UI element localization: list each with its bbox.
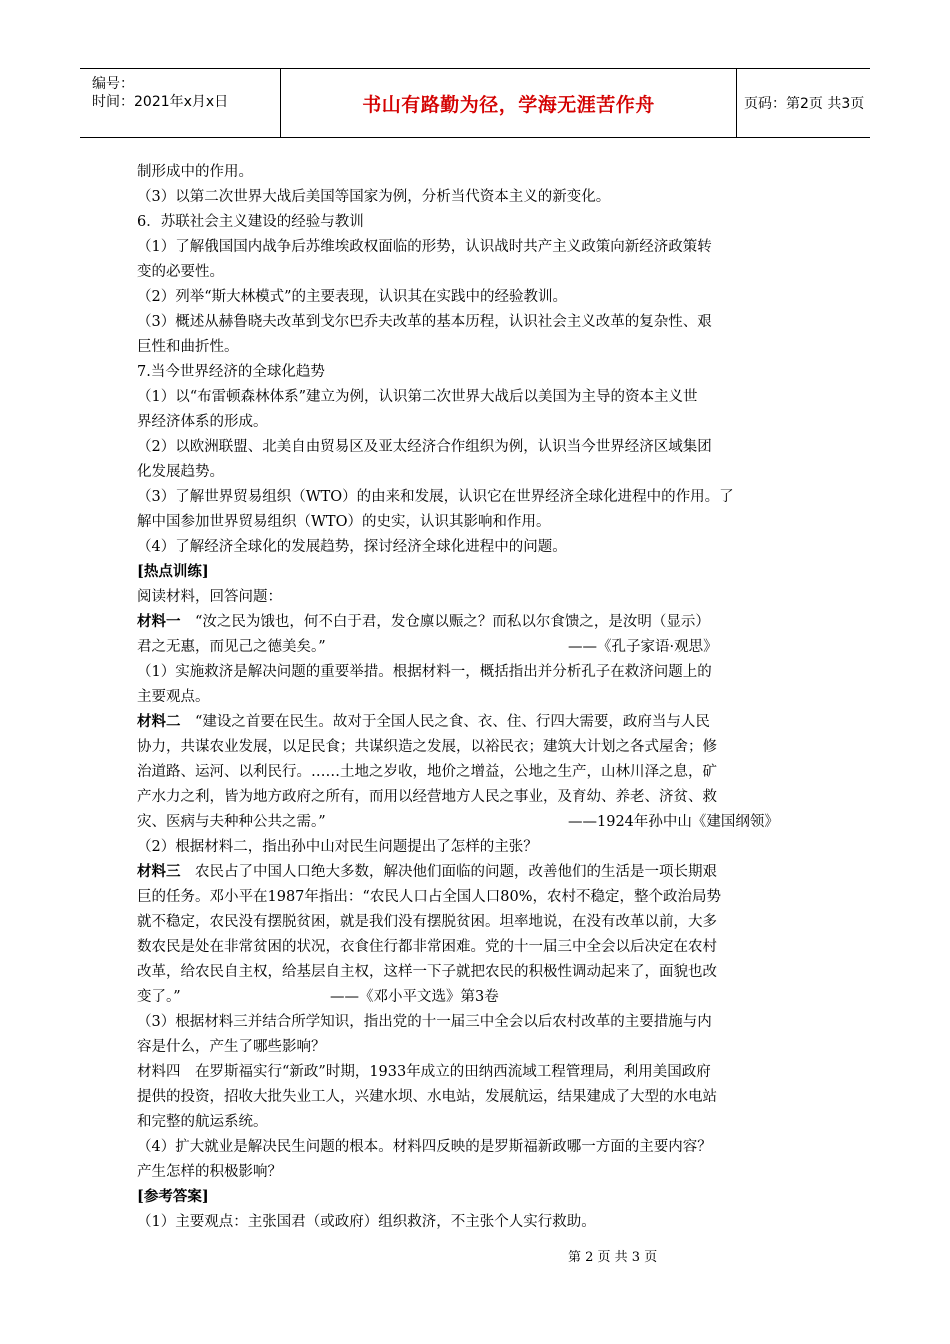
answer-line: （1）主要观点：主张国君（或政府）组织救济，不主张个人实行救助。 — [137, 1214, 596, 1230]
serial-number-label: 编号： — [92, 76, 134, 92]
source-citation: ——1924年孙中山《建国纲领》 — [568, 814, 779, 830]
section-heading: 7.当今世界经济的全球化趋势 — [137, 364, 325, 380]
page-header — [80, 68, 870, 138]
header-right-cell — [736, 69, 870, 137]
text-line: （3）以第二次世界大战后美国等国家为例，分析当代资本主义的新变化。 — [137, 189, 611, 205]
section-heading: 6．苏联社会主义建设的经验与教训 — [137, 214, 364, 230]
page-info: 页码：第2页 共3页 — [744, 96, 865, 112]
material-two-line — [137, 712, 710, 732]
text-line: 解中国参加世界贸易组织（WTO）的史实，认识其影响和作用。 — [137, 514, 551, 530]
text-line: 君之无惠，而见己之德美矣。” — [137, 639, 326, 655]
text-line: 灾、医病与夫种种公共之需。” — [137, 814, 326, 830]
text-line: 产生怎样的积极影响？ — [137, 1164, 282, 1180]
question-line: （1）实施救济是解决问题的重要举措。根据材料一，概括指出并分析孔子在救济问题上的 — [137, 664, 712, 680]
text-line: （4）了解经济全球化的发展趋势，探讨经济全球化进程中的问题。 — [137, 539, 567, 555]
text-line: 和完整的航运系统。 — [137, 1114, 268, 1130]
text-line: 制形成中的作用。 — [137, 164, 253, 180]
source-citation: ——《邓小平文选》第3卷 — [330, 989, 499, 1005]
header-left-cell — [80, 69, 280, 137]
text-line: （1）了解俄国国内战争后苏维埃政权面临的形势，认识战时共产主义政策向新经济政策转 — [137, 239, 712, 255]
text-line: （3）了解世界贸易组织（WTO）的由来和发展，认识它在世界经济全球化进程中的作用。了 — [137, 489, 734, 505]
material-three-line — [137, 862, 717, 882]
header-center-cell — [280, 69, 737, 137]
page-footer: 第 2 页 共 3 页 — [568, 1250, 658, 1265]
text-line: 提供的投资，招收大批失业工人，兴建水坝、水电站，发展航运，结果建成了大型的水电站 — [137, 1089, 717, 1105]
text-line: 主要观点。 — [137, 689, 210, 705]
material-one-line — [137, 612, 710, 632]
hot-topic-heading: [热点训练] — [137, 563, 209, 580]
text-line: 协力，共谋农业发展，以足民食；共谋织造之发展，以裕民衣；建筑大计划之各式屋舍；修 — [137, 739, 717, 755]
text-line: 数农民是处在非常贫困的状况，衣食住行都非常困难。党的十一届三中全会以后决定在农村 — [137, 939, 717, 955]
source-citation: ——《孔子家语·观思》 — [568, 639, 718, 655]
text-line: 改革，给农民自主权，给基层自主权，这样一下子就把农民的积极性调动起来了，面貌也改 — [137, 964, 717, 980]
material-label: 材料三 — [137, 863, 181, 880]
text-line: （1）以“布雷顿森林体系”建立为例，认识第二次世界大战后以美国为主导的资本主义世 — [137, 389, 698, 405]
material-text: “建设之首要在民生。故对于全国人民之食、衣、住、行四大需要，政府当与人民 — [180, 714, 710, 730]
answer-heading: [参考答案] — [137, 1188, 209, 1205]
material-four-line: 材料四 在罗斯福实行“新政”时期，1933年成立的田纳西流域工程管理局，利用美国政府 — [137, 1064, 711, 1080]
text-line: 界经济体系的形成。 — [137, 414, 268, 430]
text-line: 产水力之利，皆为地方政府之所有，而用以经营地方人民之事业，及育幼、养老、济贫、救 — [137, 789, 717, 805]
text-line: （2）以欧洲联盟、北美自由贸易区及亚太经济合作组织为例，认识当今世界经济区域集团 — [137, 439, 712, 455]
text-line: 阅读材料，回答问题： — [137, 589, 282, 605]
question-line: （2）根据材料二，指出孙中山对民生问题提出了怎样的主张？ — [137, 839, 538, 855]
text-line: 化发展趋势。 — [137, 464, 224, 480]
date-label: 时间：2021年x月x日 — [92, 94, 229, 110]
question-line: （3）根据材料三并结合所学知识，指出党的十一届三中全会以后农村改革的主要措施与内 — [137, 1014, 712, 1030]
text-line: 巨的任务。邓小平在1987年指出：“农民人口占全国人口80%，农村不稳定，整个政治局势 — [137, 889, 722, 905]
text-line: 就不稳定，农民没有摆脱贫困，就是我们没有摆脱贫困。坦率地说，在没有改革以前，大多 — [137, 914, 717, 930]
material-text: “汝之民为饿也，何不白于君，发仓廪以赈之？而私以尔食馈之，是汝明（显示） — [180, 614, 710, 630]
material-label: 材料二 — [137, 713, 181, 730]
text-line: （2）列举“斯大林模式”的主要表现，认识其在实践中的经验教训。 — [137, 289, 568, 305]
text-line: 容是什么，产生了哪些影响？ — [137, 1039, 326, 1055]
material-text: 农民占了中国人口绝大多数，解决他们面临的问题，改善他们的生活是一项长期艰 — [180, 864, 717, 880]
question-line: （4）扩大就业是解决民生问题的根本。材料四反映的是罗斯福新政哪一方面的主要内容？ — [137, 1139, 712, 1155]
text-line: （3）概述从赫鲁晓夫改革到戈尔巴乔夫改革的基本历程，认识社会主义改革的复杂性、艰 — [137, 314, 712, 330]
text-line: 巨性和曲折性。 — [137, 339, 239, 355]
material-label: 材料一 — [137, 613, 181, 630]
text-line: 变了。” — [137, 989, 181, 1005]
text-line: 治道路、运河、以利民行。……土地之岁收，地价之增益，公地之生产，山林川泽之息，矿 — [137, 764, 717, 780]
motto-text: 书山有路勤为径，学海无涯苦作舟 — [362, 93, 655, 116]
text-line: 变的必要性。 — [137, 264, 224, 280]
